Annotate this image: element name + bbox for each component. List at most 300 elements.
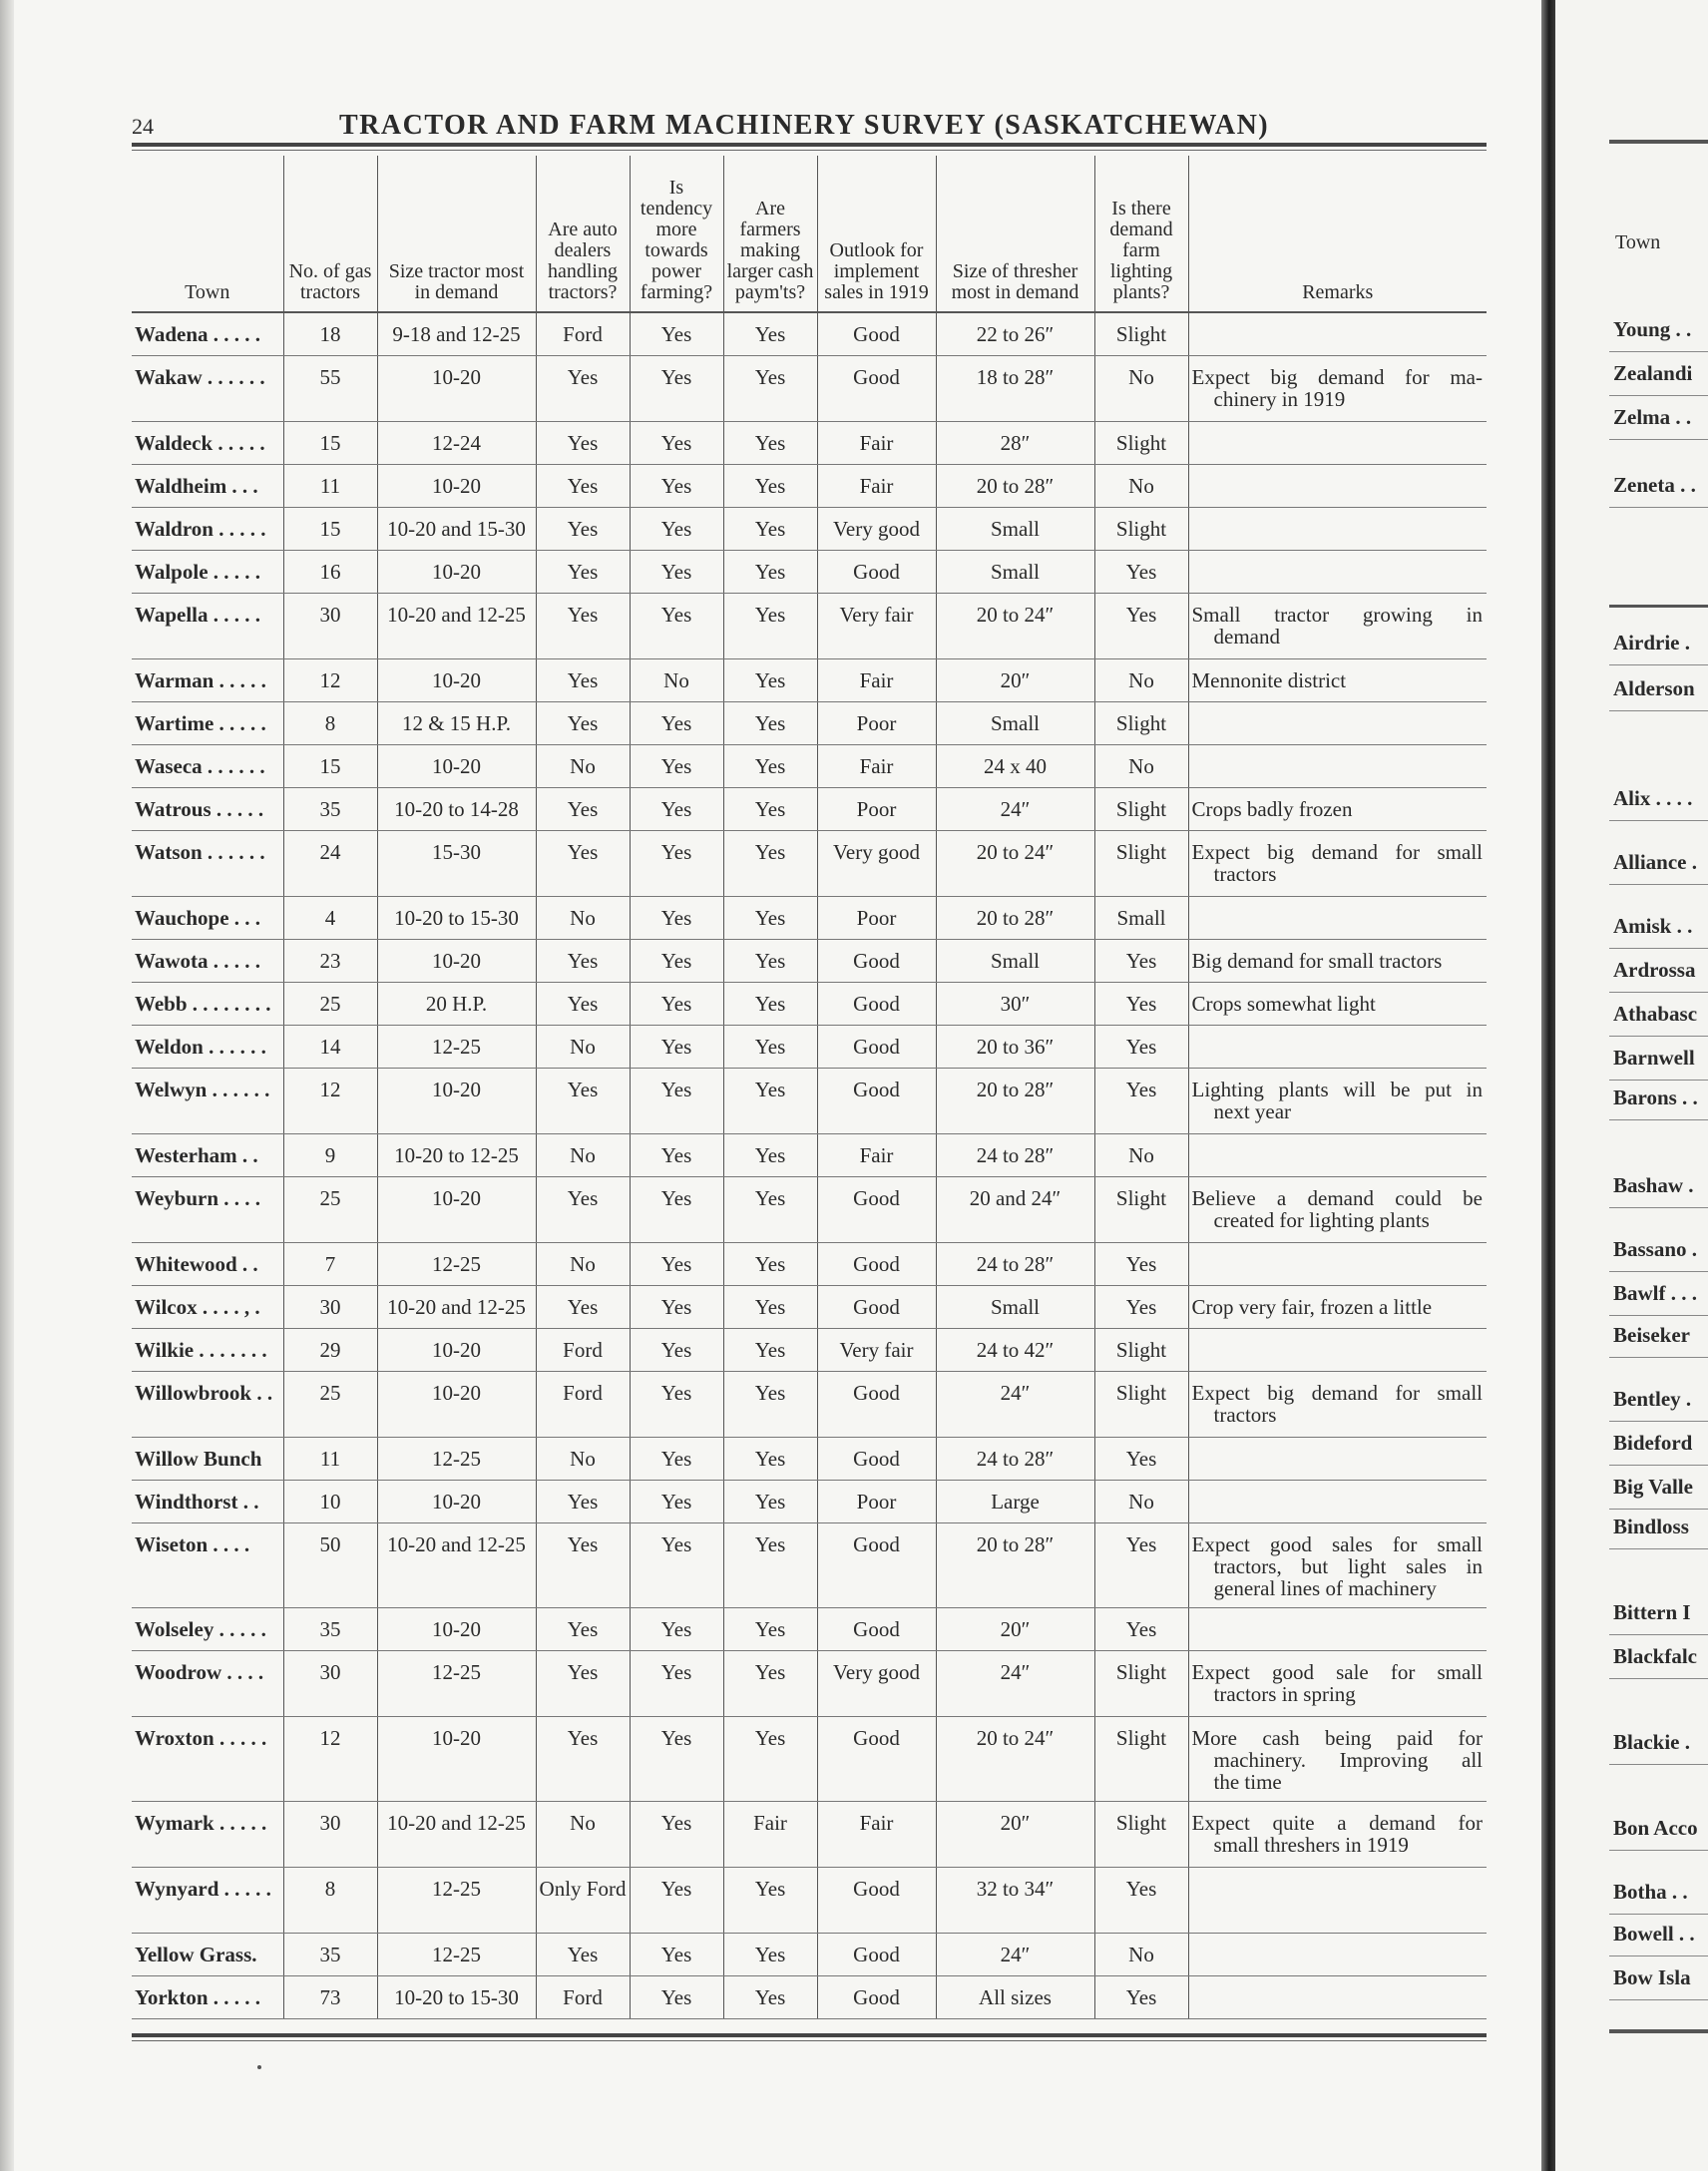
cell-tractor-size: 10-20: [377, 1371, 536, 1437]
cell-remarks: [1188, 1867, 1487, 1933]
cell-town: Wapella . . . . .: [132, 593, 283, 658]
cell-power-farming: Yes: [630, 1133, 723, 1176]
table-row: [132, 1328, 1487, 1371]
next-page-row-rule: [1609, 992, 1708, 993]
cell-town: Waldron . . . . .: [132, 507, 283, 550]
cell-tractor-size: 10-20: [377, 1607, 536, 1650]
next-page-row-rule: [1609, 664, 1708, 665]
cell-thresher-size: All sizes: [936, 1975, 1094, 2018]
remarks-line: Expect good sale for small: [1191, 1659, 1483, 1684]
table-row: [132, 507, 1487, 550]
cell-tractor-size: 10-20: [377, 1716, 536, 1801]
next-page-row-rule: [1609, 948, 1708, 949]
cell-implement-outlook: Poor: [817, 1480, 936, 1522]
next-page-top-rule: [1609, 140, 1708, 144]
cell-thresher-size: 24″: [936, 1650, 1094, 1716]
cell-lighting-plants: Slight: [1094, 312, 1188, 355]
cell-remarks: [1188, 464, 1487, 507]
table-row: [132, 982, 1487, 1025]
next-page-town: Bashaw .: [1613, 1173, 1694, 1197]
cell-cash-payments: Yes: [723, 464, 817, 507]
remarks-line: Expect big demand for small: [1191, 1380, 1483, 1405]
cell-remarks: [1188, 550, 1487, 593]
page-number: 24: [132, 114, 154, 139]
cell-auto-dealers: Ford: [536, 1975, 630, 2018]
cell-cash-payments: Fair: [723, 1801, 817, 1867]
cell-auto-dealers: Yes: [536, 982, 630, 1025]
cell-cash-payments: Yes: [723, 896, 817, 939]
cell-gas-tractors: 11: [283, 464, 377, 507]
cell-power-farming: Yes: [630, 1933, 723, 1975]
table-row: [132, 1480, 1487, 1522]
cell-town: Watson . . . . . .: [132, 830, 283, 896]
cell-gas-tractors: 8: [283, 701, 377, 744]
cell-cash-payments: Yes: [723, 593, 817, 658]
cell-implement-outlook: Good: [817, 1242, 936, 1285]
cell-power-farming: Yes: [630, 464, 723, 507]
table-row: [132, 1801, 1487, 1867]
cell-gas-tractors: 12: [283, 1068, 377, 1133]
table-row: [132, 1371, 1487, 1437]
next-page-town: Bentley .: [1613, 1387, 1692, 1411]
cell-thresher-size: 24″: [936, 787, 1094, 830]
cell-tractor-size: 10-20: [377, 550, 536, 593]
cell-town: Westerham . .: [132, 1133, 283, 1176]
remarks-line: tractors in spring: [1213, 1681, 1356, 1706]
cell-power-farming: Yes: [630, 1801, 723, 1867]
next-page-row-rule: [1609, 1119, 1708, 1120]
cell-gas-tractors: 50: [283, 1522, 377, 1607]
next-page-town: Ardrossa: [1613, 958, 1696, 982]
cell-thresher-size: Small: [936, 1285, 1094, 1328]
cell-thresher-size: 20″: [936, 658, 1094, 701]
cell-tractor-size: 10-20 and 12-25: [377, 593, 536, 658]
table-row: [132, 464, 1487, 507]
cell-lighting-plants: Yes: [1094, 1242, 1188, 1285]
next-page-town: Alderson: [1613, 676, 1695, 700]
cell-implement-outlook: Fair: [817, 744, 936, 787]
cell-auto-dealers: Yes: [536, 593, 630, 658]
cell-lighting-plants: Slight: [1094, 421, 1188, 464]
cell-tractor-size: 20 H.P.: [377, 982, 536, 1025]
next-page-town: Bindloss: [1613, 1515, 1689, 1538]
cell-town: Walpole . . . . .: [132, 550, 283, 593]
table-row: [132, 1607, 1487, 1650]
cell-cash-payments: Yes: [723, 421, 817, 464]
cell-gas-tractors: 14: [283, 1025, 377, 1068]
table-row: [132, 1716, 1487, 1801]
cell-lighting-plants: Yes: [1094, 982, 1188, 1025]
next-page-row-rule: [1609, 1315, 1708, 1316]
table-row: [132, 658, 1487, 701]
cell-implement-outlook: Good: [817, 1025, 936, 1068]
cell-remarks: [1188, 1801, 1487, 1867]
cell-remarks: [1188, 1176, 1487, 1242]
cell-thresher-size: 24″: [936, 1371, 1094, 1437]
cell-gas-tractors: 35: [283, 787, 377, 830]
cell-gas-tractors: 7: [283, 1242, 377, 1285]
cell-remarks: [1188, 1328, 1487, 1371]
cell-cash-payments: Yes: [723, 1133, 817, 1176]
cell-town: Wolseley . . . . .: [132, 1607, 283, 1650]
table-row: [132, 1522, 1487, 1607]
cell-power-farming: Yes: [630, 787, 723, 830]
next-page-row-rule: [1609, 1999, 1708, 2000]
cell-town: Yellow Grass.: [132, 1933, 283, 1975]
next-page-row-rule: [1609, 1548, 1708, 1549]
cell-thresher-size: 22 to 26″: [936, 312, 1094, 355]
cell-gas-tractors: 73: [283, 1975, 377, 2018]
remarks-line: Small tractor growing in: [1191, 602, 1483, 627]
cell-implement-outlook: Good: [817, 939, 936, 982]
cell-thresher-size: 18 to 28″: [936, 355, 1094, 421]
cell-thresher-size: 24 to 28″: [936, 1437, 1094, 1480]
cell-tractor-size: 12-25: [377, 1025, 536, 1068]
cell-tractor-size: 12-25: [377, 1437, 536, 1480]
table-row: [132, 550, 1487, 593]
cell-power-farming: Yes: [630, 1522, 723, 1607]
next-page-town: Alliance .: [1613, 850, 1697, 874]
cell-lighting-plants: No: [1094, 464, 1188, 507]
table-row: [132, 1068, 1487, 1133]
cell-lighting-plants: No: [1094, 1480, 1188, 1522]
cell-power-farming: Yes: [630, 1975, 723, 2018]
cell-gas-tractors: 11: [283, 1437, 377, 1480]
cell-implement-outlook: Good: [817, 1522, 936, 1607]
top-rule: [132, 143, 1487, 147]
cell-tractor-size: 9-18 and 12-25: [377, 312, 536, 355]
next-page-town: Zelma . .: [1613, 405, 1692, 429]
cell-town: Wymark . . . . .: [132, 1801, 283, 1867]
cell-gas-tractors: 23: [283, 939, 377, 982]
cell-lighting-plants: No: [1094, 1133, 1188, 1176]
cell-cash-payments: Yes: [723, 982, 817, 1025]
cell-thresher-size: Large: [936, 1480, 1094, 1522]
cell-auto-dealers: Yes: [536, 701, 630, 744]
table-row: [132, 1133, 1487, 1176]
cell-remarks: [1188, 939, 1487, 982]
header-power-farming: Is tendency more towards power farming?: [630, 156, 723, 312]
cell-cash-payments: Yes: [723, 1975, 817, 2018]
remarks-line: Big demand for small tractors: [1191, 948, 1443, 973]
next-page-town: Barnwell: [1613, 1046, 1695, 1070]
cell-implement-outlook: Good: [817, 1933, 936, 1975]
cell-implement-outlook: Good: [817, 312, 936, 355]
cell-remarks: [1188, 1285, 1487, 1328]
cell-implement-outlook: Fair: [817, 421, 936, 464]
cell-cash-payments: Yes: [723, 1933, 817, 1975]
next-page-row-rule: [1609, 439, 1708, 440]
cell-auto-dealers: Yes: [536, 658, 630, 701]
table-row: [132, 355, 1487, 421]
cell-power-farming: No: [630, 658, 723, 701]
next-page-row-rule: [1609, 1764, 1708, 1765]
next-page-row-rule: [1609, 351, 1708, 352]
next-page-row-rule: [1609, 820, 1708, 821]
cell-remarks: [1188, 1068, 1487, 1133]
cell-auto-dealers: Yes: [536, 421, 630, 464]
cell-lighting-plants: Slight: [1094, 830, 1188, 896]
cell-thresher-size: 30″: [936, 982, 1094, 1025]
next-page-town: Amisk . .: [1613, 914, 1693, 938]
cell-tractor-size: 10-20: [377, 744, 536, 787]
cell-town: Watrous . . . . .: [132, 787, 283, 830]
cell-thresher-size: 20 and 24″: [936, 1176, 1094, 1242]
cell-lighting-plants: Slight: [1094, 1650, 1188, 1716]
cell-implement-outlook: Poor: [817, 701, 936, 744]
cell-lighting-plants: No: [1094, 1933, 1188, 1975]
cell-power-farming: Yes: [630, 896, 723, 939]
remarks-line: Expect big demand for small: [1191, 839, 1483, 864]
cell-town: Woodrow . . . .: [132, 1650, 283, 1716]
cell-cash-payments: Yes: [723, 1242, 817, 1285]
next-page-town: Big Valle: [1613, 1475, 1693, 1499]
cell-power-farming: Yes: [630, 1176, 723, 1242]
cell-auto-dealers: No: [536, 1437, 630, 1480]
remarks-line: tractors, but light sales in: [1213, 1553, 1483, 1578]
cell-tractor-size: 10-20 and 12-25: [377, 1801, 536, 1867]
cell-tractor-size: 10-20: [377, 1480, 536, 1522]
cell-tractor-size: 12-24: [377, 421, 536, 464]
cell-auto-dealers: No: [536, 1025, 630, 1068]
cell-lighting-plants: No: [1094, 355, 1188, 421]
next-page-town: Airdrie .: [1613, 631, 1690, 654]
header-gas-tractors: No. of gas tractors: [283, 156, 377, 312]
table-row: [132, 744, 1487, 787]
cell-town: Willowbrook . .: [132, 1371, 283, 1437]
cell-remarks: [1188, 982, 1487, 1025]
cell-power-farming: Yes: [630, 1371, 723, 1437]
cell-remarks: [1188, 1650, 1487, 1716]
bottom-rule-thin: [132, 2040, 1487, 2041]
cell-lighting-plants: Slight: [1094, 1801, 1188, 1867]
cell-remarks: [1188, 1607, 1487, 1650]
cell-remarks: [1188, 1716, 1487, 1801]
cell-cash-payments: Yes: [723, 550, 817, 593]
cell-gas-tractors: 12: [283, 1716, 377, 1801]
cell-lighting-plants: Slight: [1094, 1371, 1188, 1437]
cell-town: Weyburn . . . .: [132, 1176, 283, 1242]
cell-auto-dealers: Yes: [536, 1285, 630, 1328]
cell-auto-dealers: Yes: [536, 464, 630, 507]
next-page-town: Bassano .: [1613, 1237, 1698, 1261]
cell-tractor-size: 12-25: [377, 1867, 536, 1933]
cell-lighting-plants: Yes: [1094, 939, 1188, 982]
header-remarks: Remarks: [1188, 156, 1487, 312]
next-page-row-rule: [1609, 395, 1708, 396]
table-row: [132, 1176, 1487, 1242]
next-page-town: Young . .: [1613, 317, 1692, 341]
cell-remarks: [1188, 312, 1487, 355]
cell-town: Wilkie . . . . . . .: [132, 1328, 283, 1371]
cell-lighting-plants: Yes: [1094, 1285, 1188, 1328]
cell-cash-payments: Yes: [723, 1371, 817, 1437]
print-speck: [257, 2065, 261, 2069]
cell-auto-dealers: Yes: [536, 1716, 630, 1801]
cell-remarks: [1188, 355, 1487, 421]
cell-power-farming: Yes: [630, 1650, 723, 1716]
cell-implement-outlook: Poor: [817, 896, 936, 939]
cell-tractor-size: 10-20: [377, 1328, 536, 1371]
table-header-row: [132, 156, 1487, 312]
cell-thresher-size: 32 to 34″: [936, 1867, 1094, 1933]
cell-implement-outlook: Good: [817, 1285, 936, 1328]
cell-thresher-size: 20 to 28″: [936, 464, 1094, 507]
next-page-town: Botha . .: [1613, 1880, 1688, 1904]
remarks-line: More cash being paid for: [1191, 1725, 1483, 1750]
cell-implement-outlook: Very good: [817, 507, 936, 550]
remarks-line: Crops badly frozen: [1191, 796, 1353, 821]
cell-implement-outlook: Fair: [817, 1801, 936, 1867]
next-page-row-rule: [1609, 1207, 1708, 1208]
table-row: [132, 830, 1487, 896]
cell-remarks: [1188, 896, 1487, 939]
next-page-town: Barons . .: [1613, 1086, 1698, 1109]
cell-implement-outlook: Very fair: [817, 1328, 936, 1371]
cell-implement-outlook: Good: [817, 550, 936, 593]
cell-gas-tractors: 30: [283, 593, 377, 658]
next-page-town: Bawlf . . .: [1613, 1281, 1697, 1305]
cell-auto-dealers: Only Ford: [536, 1867, 630, 1933]
cell-thresher-size: 24 to 42″: [936, 1328, 1094, 1371]
next-page-row-rule: [1609, 1955, 1708, 1956]
cell-auto-dealers: Yes: [536, 939, 630, 982]
cell-town: Wroxton . . . . .: [132, 1716, 283, 1801]
cell-auto-dealers: Yes: [536, 787, 630, 830]
cell-gas-tractors: 15: [283, 421, 377, 464]
cell-cash-payments: Yes: [723, 1437, 817, 1480]
cell-town: Warman . . . . .: [132, 658, 283, 701]
next-page-header-town: Town: [1615, 231, 1661, 253]
cell-remarks: [1188, 1933, 1487, 1975]
cell-remarks: [1188, 1975, 1487, 2018]
next-page-row-rule: [1609, 1634, 1708, 1635]
cell-lighting-plants: Yes: [1094, 1975, 1188, 2018]
cell-town: Waldheim . . .: [132, 464, 283, 507]
cell-gas-tractors: 15: [283, 744, 377, 787]
cell-cash-payments: Yes: [723, 1522, 817, 1607]
cell-power-farming: Yes: [630, 1285, 723, 1328]
remarks-line: Crops somewhat light: [1191, 991, 1376, 1016]
cell-town: Wartime . . . . .: [132, 701, 283, 744]
cell-gas-tractors: 30: [283, 1650, 377, 1716]
cell-remarks: [1188, 421, 1487, 464]
cell-tractor-size: 12-25: [377, 1242, 536, 1285]
cell-implement-outlook: Good: [817, 982, 936, 1025]
cell-power-farming: Yes: [630, 1025, 723, 1068]
cell-power-farming: Yes: [630, 507, 723, 550]
cell-auto-dealers: No: [536, 1133, 630, 1176]
cell-gas-tractors: 18: [283, 312, 377, 355]
cell-auto-dealers: Ford: [536, 1371, 630, 1437]
header-tractor-size: Size tractor most in demand: [377, 156, 536, 312]
cell-auto-dealers: Yes: [536, 1068, 630, 1133]
cell-auto-dealers: No: [536, 896, 630, 939]
cell-auto-dealers: Yes: [536, 507, 630, 550]
header-implement-outlook: Outlook for implement sales in 1919: [817, 156, 936, 312]
next-page-row-rule: [1609, 1850, 1708, 1851]
cell-implement-outlook: Fair: [817, 464, 936, 507]
cell-town: Wiseton . . . .: [132, 1522, 283, 1607]
page-title: TRACTOR AND FARM MACHINERY SURVEY (SASKATCHEWAN): [339, 110, 1270, 141]
top-rule-thin: [132, 150, 1487, 151]
cell-gas-tractors: 12: [283, 658, 377, 701]
cell-lighting-plants: Slight: [1094, 1176, 1188, 1242]
cell-power-farming: Yes: [630, 421, 723, 464]
cell-implement-outlook: Good: [817, 1867, 936, 1933]
cell-remarks: [1188, 658, 1487, 701]
cell-gas-tractors: 35: [283, 1607, 377, 1650]
next-page-town: Blackie .: [1613, 1730, 1690, 1754]
cell-town: Webb . . . . . . . .: [132, 982, 283, 1025]
cell-cash-payments: Yes: [723, 507, 817, 550]
remarks-line: general lines of machinery: [1213, 1575, 1437, 1600]
cell-lighting-plants: No: [1094, 658, 1188, 701]
cell-cash-payments: Yes: [723, 744, 817, 787]
cell-implement-outlook: Good: [817, 1068, 936, 1133]
cell-lighting-plants: Slight: [1094, 507, 1188, 550]
cell-thresher-size: 24 x 40: [936, 744, 1094, 787]
cell-remarks: [1188, 1371, 1487, 1437]
cell-thresher-size: Small: [936, 507, 1094, 550]
cell-cash-payments: Yes: [723, 1328, 817, 1371]
cell-thresher-size: 24 to 28″: [936, 1133, 1094, 1176]
next-page-town: Bowell . .: [1613, 1922, 1695, 1946]
cell-auto-dealers: No: [536, 1801, 630, 1867]
cell-implement-outlook: Fair: [817, 658, 936, 701]
table-row: [132, 1650, 1487, 1716]
cell-cash-payments: Yes: [723, 1480, 817, 1522]
next-page-row-rule: [1609, 884, 1708, 885]
cell-lighting-plants: Yes: [1094, 1522, 1188, 1607]
remarks-line: tractors: [1213, 861, 1277, 886]
table-row: [132, 1933, 1487, 1975]
cell-remarks: [1188, 1242, 1487, 1285]
table-row: [132, 701, 1487, 744]
cell-auto-dealers: Yes: [536, 1480, 630, 1522]
table-row: [132, 896, 1487, 939]
remarks-line: tractors: [1213, 1402, 1277, 1427]
cell-thresher-size: 20 to 28″: [936, 1522, 1094, 1607]
table-row: [132, 939, 1487, 982]
cell-town: Wilcox . . . . , .: [132, 1285, 283, 1328]
cell-implement-outlook: Good: [817, 1437, 936, 1480]
remarks-line: the time: [1213, 1769, 1282, 1794]
cell-gas-tractors: 35: [283, 1933, 377, 1975]
cell-gas-tractors: 25: [283, 1176, 377, 1242]
cell-thresher-size: 24 to 28″: [936, 1242, 1094, 1285]
cell-tractor-size: 10-20 and 12-25: [377, 1522, 536, 1607]
remarks-line: next year: [1213, 1098, 1292, 1123]
next-page-bottom-rule: [1609, 2029, 1708, 2033]
cell-tractor-size: 10-20: [377, 939, 536, 982]
cell-auto-dealers: No: [536, 1242, 630, 1285]
cell-town: Wawota . . . . .: [132, 939, 283, 982]
cell-auto-dealers: Yes: [536, 1176, 630, 1242]
cell-town: Wauchope . . .: [132, 896, 283, 939]
cell-remarks: [1188, 744, 1487, 787]
cell-thresher-size: 20 to 28″: [936, 1068, 1094, 1133]
remarks-line: Crop very fair, frozen a little: [1191, 1294, 1433, 1319]
cell-cash-payments: Yes: [723, 658, 817, 701]
cell-thresher-size: 20 to 24″: [936, 1716, 1094, 1801]
cell-town: Weldon . . . . . .: [132, 1025, 283, 1068]
next-page-section-rule: [1609, 605, 1708, 608]
cell-gas-tractors: 4: [283, 896, 377, 939]
cell-remarks: [1188, 830, 1487, 896]
cell-power-farming: Yes: [630, 1716, 723, 1801]
cell-cash-payments: Yes: [723, 355, 817, 421]
